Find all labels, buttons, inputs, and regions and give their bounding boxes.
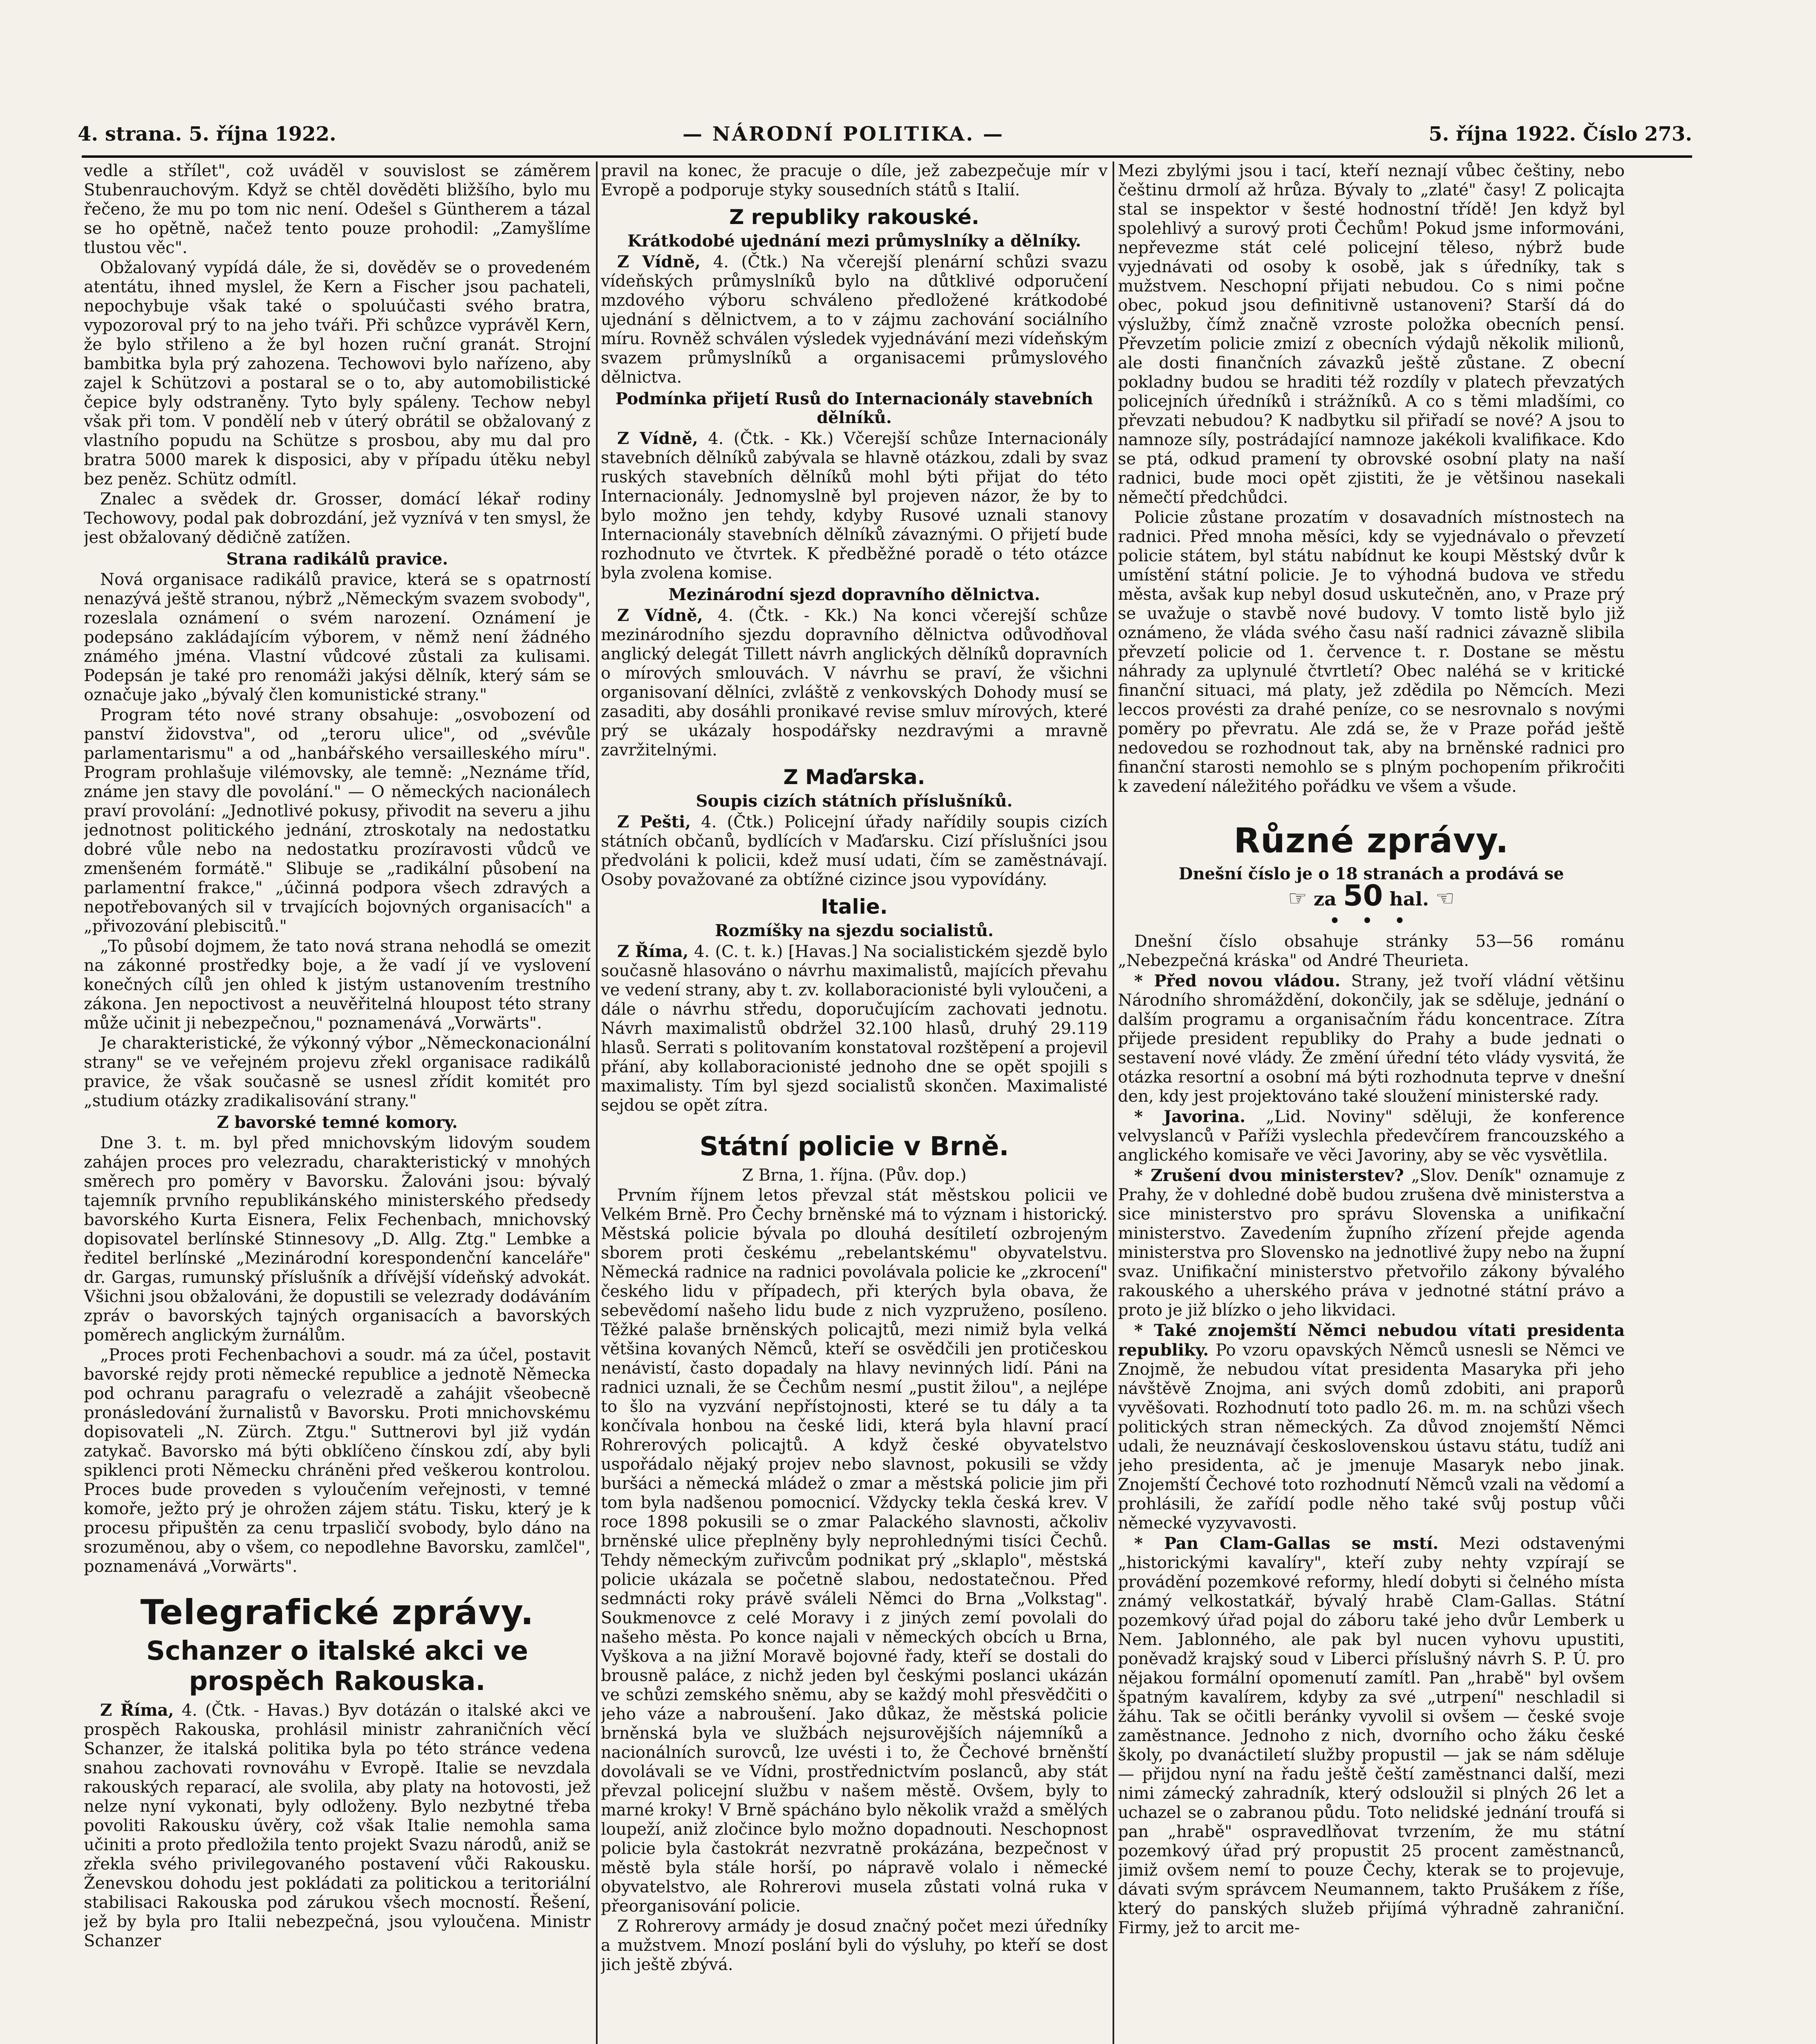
paragraph: Dne 3. t. m. byl před mnichovským lidovým soudem zahájen proces pro velezradu, charakteristický v mnohých směrech pro poměry v Bavorsku. Žalováni jsou: bývalý tajemník prvního republikánského ministerského předsedy bavorského Kurta Eisnera, Felix Fechenbach, mnichovský dopisovatel berlínské Stinnesovy „D. Allg. Ztg." Lembke a ředitel berlínské „Mezinárodní korespondenční kanceláře" dr. Gargas, rumunský příslušník a dřívější vídeňský advokát. Všichni jsou obžalováni, že dopustili se velezrady dodáváním zpráv o bavorských tajných organisacích a bavorských poměrech anglickým žurnálům. <box>84 1134 591 1345</box>
paragraph-text: Strany, jež tvoří vládní většinu Národního shromáždění, dokončily, jak se sděluje, jednání o dalším programu a organisačním řádu koncentrace. Zítra přijede president republiky do Prahy a bude jednati o sestavení nové vlády. Že změní úřední této vlády vysvitá, že otázka resortní a osobní má býti rozhodnuta teprve v dnešní den, kdy jest projektováno také sloužení ministerské rady. <box>1118 972 1625 1106</box>
dateline: Z Vídně, <box>617 252 701 271</box>
paragraph <box>601 812 1108 890</box>
paragraph-text: 4. (Čtk. - Kk.) Na konci včerejší schůze mezinárodního sjezdu dopravního dělnictva odůvodňoval anglický delegát Tillett návrh anglických dělníků dopravních o mírových smlouvách. V návrhu se praví, že všichni organisovaní dělníci, zvláště z venkovských Dohody musí se zasaditi, aby dosáhli pronikavé revise smluv mírových, které prý se ukázaly hospodářsky nezdravými a mravně zavržitelnými. <box>601 606 1108 760</box>
paragraph: Je charakteristické, že výkonný výbor „Německonacionální strany" se ve veřejném projevu zřekl organisace radikálů pravice, že však současně se usnesl zřídit komitét pro „studium otázky zradikalisování strany." <box>84 1034 591 1110</box>
column-2 <box>601 161 1108 2044</box>
article-headline: Rozmíšky na sjezdu socialistů. <box>715 921 994 940</box>
dateline: Z Pešti, <box>617 812 691 831</box>
section-heading: Z republiky rakouské. <box>729 205 979 229</box>
section-title: Různé zprávy. <box>1234 820 1509 861</box>
pointing-hand-icon: ☜ <box>1435 886 1455 911</box>
column-divider <box>596 161 598 2044</box>
item-title: * Také znojemští Němci nebudou vítati presidenta republiky. <box>1118 1321 1625 1360</box>
issue-price <box>1118 879 1625 912</box>
price-unit: hal. <box>1389 888 1429 910</box>
paragraph <box>601 429 1108 583</box>
price-prefix: za <box>1313 888 1337 910</box>
paragraph-text: „Lid. Noviny" sděluji, že konference velvyslanců v Paříži vyslechla předevčírem francouzského a anglického komisaře ve věci Javoriny, aby se věc vysvětlila. <box>1118 1107 1625 1165</box>
paragraph: vedle a střílet", což uváděl v souvislost se záměrem Stubenrauchovým. Když se chtěl dověděti bližšího, bylo mu řečeno, že mu po tom nic není. Odešel s Güntherem a tázal se ho opětně, načež tento pouze prohodil: „Zamyšlíme tlustou věc". <box>84 161 591 257</box>
paragraph <box>1118 1166 1625 1320</box>
price-value: 50 <box>1343 879 1383 912</box>
article-headline: Soupis cizích státních příslušníků. <box>696 791 1013 811</box>
paragraph: Znalec a svědek dr. Grosser, domácí lékař rodiny Techowovy, podal pak dobrozdání, jež vyznívá v ten smysl, že jest obžalovaný dědičně zatížen. <box>84 490 591 547</box>
article-headline: Schanzer o italské akci ve prospěch Rakouska. <box>146 1636 528 1697</box>
header-rule <box>82 155 1692 158</box>
paragraph-text: 4. (Čtk. - Kk.) Včerejší schůze Internacionály stavebních dělníků zabývala se hlavně otázkou, zdali by svaz ruských stavebních dělníků mohl býti přijat do této Internacionály. Jednomyslně byl projeven názor, že by to bylo možno jen tehdy, kdyby Rusové uznali stanovy Internacionály stavebních dělníků závaznými. O přijetí bude rozhodnuto ve čtvrtek. K předběžné poradě o této otázce byla zvolena komise. <box>601 429 1108 583</box>
paragraph-text: 4. (Čtk. - Havas.) Byv dotázán o italské akci ve prospěch Rakouska, prohlásil ministr zahraničních věcí Schanzer, že italská politika byla po této stránce vedena snahou zachovati rovnováhu v Evropě. Italie se nevzdala rakouských reparací, ale svolila, aby platy na hotovosti, jež nelze nyní vykonati, byly odloženy. Bylo nezbytné třeba povoliti Rakousku úvěry, což však Italie nemohla sama učiniti a proto předložila tento projekt Svazu národů, aniž se zřekla svého privilegovaného postavení vůči Rakousku. Ženevskou dohodu jest pokládati za politickou a teritoriální stabilisaci Rakouska pod zárukou všech mocností. Řešení, jež by byla pro Italii nebezpečná, jsou vyloučena. Ministr Schanzer <box>84 1701 591 1950</box>
section-heading: Z bavorské temné komory. <box>217 1113 458 1132</box>
paragraph-text: 4. (Čtk.) Policejní úřady nařídily soupis cizích státních občanů, bydlících v Maďarsku. Cizí příslušníci jsou předvoláni k policii, kdež musí udati, čím se zaměstnávají. Osoby považované za obtížné cizince jsou vypovídány. <box>601 813 1108 889</box>
paragraph-text: 4. (Čtk.) Na včerejší plenární schůzi svazu vídeňských průmyslníků bylo na důtklivé odporučení mzdového výboru schváleno předložené krátkodobé ujednání s dělnictvem, a to v zájmu zachování sociálního míru. Rovněž schválen výsledek vyjednávání mezi vídeňským svazem průmyslníků a organisacemi průmyslového dělnictva. <box>601 253 1108 387</box>
issue-notice: Dnešní číslo je o 18 stranách a prodává se <box>1178 864 1564 883</box>
article-headline: Mezinárodní sjezd dopravního dělnictva. <box>668 585 1040 604</box>
section-heading: Strana radikálů pravice. <box>226 549 448 569</box>
dateline: Z Říma, <box>617 942 689 961</box>
section-title: Telegrafické zprávy. <box>140 1592 534 1632</box>
column-divider <box>1113 161 1114 2044</box>
item-title: * Před novou vládou. <box>1134 971 1341 991</box>
paragraph: Policie zůstane prozatím v dosavadních místnostech na radnici. Před mnoha měsíci, kdy se vyjednávalo o převzetí policie státem, byl státu nabídnut ke koupi Městský dvůr k umístění státní policie. Je to výhodná budova ve středu města, avšak kup nebyl dosud uskutečněn, ano, v Praze prý se uvažuje o stavbě nové budovy. V tomto listě bylo již oznámeno, že vláda svého času naší radnici závazně slibila převzetí policie od 1. července t. r. Dostane se městu náhrady za uplynulé čtvrtletí? Obec naléhá se v kritické finanční situaci, má platy, jež zdědila po Němcích. Mezi leccos provésti za drahé peníze, co se nesrovnalo s novými poměry po převratu. Ale zdá se, že v Praze pořád ještě nedovedou se rozhodnout tak, aby na brněnské radnici pro finanční starosti nemohlo se s plným pochopením přikročiti k zavedení náležitého pořádku ve všem a všude. <box>1118 508 1625 796</box>
paragraph: Mezi zbylými jsou i tací, kteří neznají vůbec češtiny, nebo češtinu drmolí až hrůza. Bývaly to „zlaté" časy! Z policajta stal se inspektor v šesté hodnostní třídě! Jen když byl spolehlivý a surový proti Čechům! Pokud jsme informováni, nepřevezme stát celé policejní těleso, nýbrž bude vyjednávati od osoby k osobě, jak s úředníky, tak s mužstvem. Neschopní přijati nebudou. Co s nimi počne obec, pokud jsou definitivně ustanoveni? Starší dá do výslužby, čímž značně vzroste položka obecních pensí. Převzetím policie zmizí z obecních výdajů několik milionů, ale dosti finančních závazků ještě zůstane. Z obecní pokladny budou se hraditi též rozdíly v platech převzatých policejních úředníků i strážníků. A co s těmi mladšími, co převzati nebudou? K nadbytku sil přiřadí se nové? A jsou to namnoze síly, postrádající namnoze jakékoli kvalifikace. Kdo se ptá, odkud pramení ty obrovské osobní platy na naší radnici, bude moci opět zjistiti, že je většinou nasekali němečtí předchůdci. <box>1118 161 1625 507</box>
paragraph-text: Mezi odstavenými „historickými kavalíry", kteří zuby nehty vzpírají se provádění pozemkové reformy, hledí dobyti si čelného místa známý velkostatkář, bývalý hrabě Clam-Gallas. Státní pozemkový úřad pojal do záboru také jeho dvůr Lemberk u Nem. Jablonného, ale pak byl nucen vyhovu upustiti, poněvadž krajský soud v Liberci příslušný návrh S. P. Ú. pro nějakou formální opomenutí zamítl. Pan „hrabě" byl ovšem špatným kavalírem, kdyby za své „utrpení" neschladil si žáhu. Tak se očitli beránky vyvolil si ovšem — české svoje zaměstnance. Jednoho z nich, dvorního ocho žáku české školy, po dvanáctiletí služby propustil — jak se nám sděluje — přijdou nyní na řadu ještě čeští zaměstnanci další, mezi nimi zámecký zahradník, který odsloužil si plných 26 let a uchazel se o zabranou půdu. Toto nelidské jednání troufá si pan „hrabě" ospravedlňovat tvrzením, že mu státní pozemkový úřad prý propustit 25 procent zaměstnanců, jimiž ovšem nemí to pouze Čechy, kterak se to projevuje, dávati svým správcem Neumannem, takto Prušákem z říše, který do panských služeb přijímá výhradně zahraniční. Firmy, jež to arcit me- <box>1118 1534 1625 1937</box>
page-header <box>78 123 1692 151</box>
pointing-hand-icon: ☞ <box>1288 886 1307 911</box>
dateline: Z Říma, <box>100 1701 174 1720</box>
column-3 <box>1118 161 1625 2044</box>
paragraph: Prvním říjnem letos převzal stát městskou policii ve Velkém Brně. Pro Čechy brněnské má to význam i historický. Městská policie bývala po dlouhá desítiletí ozbrojeným sborem proti českému „rebelantskému" obyvatelstvu. Německá radnice na radnici povolávala policie ke „zkrocení" českého lidu v případech, při kterých byla obava, že sebevědomí našeho lidu bude z nich vyzpruženo, posíleno. Těžké palaše brněnských policajtů, mezi nimiž byla velká většina kovaných Němců, kteří se osvědčili jen protičeskou nenávistí, často dopadaly na hlavy nevinných lidí. Páni na radnici uznali, že se Čechům nesmí „pustit žilou", a nejlépe to šlo na vyzvání nepřístojnosti, které se tu dály a ta končívala honbou na české lidi, která byla hlavní prací Rohrerových policajtů. A když české obyvatelstvo uspořádalo nějaký projev nebo slavnost, pokusili se vždy buršáci a německá mládež o zmar a městská policie jim při tom byla nadšenou pomocnicí. Vždycky tekla česká krev. V roce 1898 pokusili se o zmar Palackého slavnosti, ačkoliv brněnské ulice přeplněny byly neprohlednými tisíci Čechů. Tehdy německým zuřivcům podnikat prý „sklaplo", městská policie ukázala se početně slabou, nedostatečnou. Před sedmnácti roky právě sváleli Němci do Brna „Volkstag". Soukmenovce z celé Moravy i z jiných zemí povolali do našeho města. Po konce najali v německých obcích u Brna, Vyškova a na jižní Moravě bojovné řady, kteří se dostali do brousně paláce, z nichž jeden byl českými poslanci ukázán ve schůzi zemského sněmu, aby se každý mohl přesvědčiti o jeho váze a nabroušení. Jako důkaz, že městská policie brněnská byla ve službách nejsurovějších nájemníků a nacionálních surovců, lze uvésti i to, že Čechové brněnští dovolávali se ve Vídni, prostřednictvím poslanců, aby stát převzal policejní službu v našem městě. Ovšem, byly to marné kroky! V Brně spácháno bylo několik vražd a smělých loupeží, aniž zločince bylo možno dopadnouti. Neschopnost policie byla častokrát nezvratně prokázána, bezpečnost v městě byla stále horší, po nápravě volalo i německé obyvatelstvo, ale Rohrerovi musela zůstati volná ruka v přeorganisování policie. <box>601 1186 1108 1916</box>
paragraph-text: „Slov. Deník" oznamuje z Prahy, že v dohledné době budou zrušena dvě ministerstva a sice ministerstvo pro správu Slovenska a unifikační ministerstvo. Zavedením župního zřízení přejde agenda ministerstva pro Slovensko na jednotlivé župy nebo na župní svaz. Unifikační ministerstvo přetvořilo zákony bývalého rakouského a uherského práva v jednotné státní právo a proto je již blízko o jeho likvidaci. <box>1118 1166 1625 1320</box>
paragraph: „Proces proti Fechenbachovi a soudr. má za účel, postavit bavorské rejdy proti německé republice a jednotě Německa pod ochranu paragrafu o velezradě a zahájit všeobecně pronásledování žurnalistů v Bavorsku. Proti mnichovskému dopisovateli „N. Zürch. Ztgu." Suttnerovi byl již vydán zatykač. Bavorsko má býti obklíčeno čínskou zdí, aby byli spiklenci proti Německu chráněni před veškerou kontrolou. Proces bude proveden s vyloučením veřejnosti, v temné komoře, ježto prý je ohrožen zájem státu. Tisku, který je k procesu připuštěn za cenu trpasličí svobody, bylo dáno na srozuměnou, aby o všem, co nepodlehne Bavorsku, zamlčel", poznamenává „Vorwärts". <box>84 1346 591 1576</box>
paragraph-text: Po vzoru opavských Němců usnesli se Němci ve Znojmě, že nebudou vítat presidenta Masaryka při jeho návštěvě Znojma, ani svých domů zdobiti, ani praporů vyvěšovati. Rozhodnutí toto padlo 26. m. m. na schůzi všech politických stran německých. Za důvod znojemští Němci udali, že neuznávají československou ústavu státu, tudíž ani jeho presidenta, ač je jmenuje Masaryk nebo jinak. Znojemští Čechové toto rozhodnutí Němců vzali na vědomí a prohlásili, že zařídí podle něho také svůj postup vůči německé vyzyvavosti. <box>1118 1341 1625 1533</box>
paragraph <box>1118 1107 1625 1165</box>
paragraph: pravil na konec, že pracuje o díle, jež zabezpečuje mír v Evropě a podporuje styky sousedních států s Italií. <box>601 161 1108 199</box>
ornament-dots: • • • <box>1329 911 1413 930</box>
paragraph <box>1118 1534 1625 1938</box>
item-title: * Javorina. <box>1134 1107 1246 1126</box>
item-title: * Pan Clam-Gallas se mstí. <box>1134 1534 1439 1553</box>
header-newspaper-title: — NÁRODNÍ POLITIKA. — <box>683 123 1004 146</box>
paragraph: Program této nové strany obsahuje: „osvobození od panství židovstva", od „teroru ulice", od „svévůle parlamentarismu" a od „hanbářského versailleského míru". Program prohlašuje vilémovsky, ale temně: „Neznáme tříd, známe jen stavy dle povolání." — O německých nacionálech praví provolání: „Jednotlivé pokusy, přivodit na severu a jihu jednotnost politického jednání, ztroskotaly na nedostatku dobré vůle nebo na nedostatku prozíravosti vůdců ve zmenšeném formátě." Slibuje se „radikální působení na parlamentní frakce," „účinná podpora všech zdravých a nepotřebovaných sil v trvajících bojovných organisacích" a „přivozování plebiscitů." <box>84 706 591 936</box>
article-headline: Státní policie v Brně. <box>699 1132 1009 1162</box>
paragraph <box>84 1701 591 1951</box>
header-page-date: 4. strana. 5. října 1922. <box>78 123 336 146</box>
paragraph-text: 4. (C. t. k.) [Havas.] Na socialistickém sjezdě bylo současně hlasováno o návrhu maximalistů, majících převahu ve vedení strany, aby t. zv. kollaboracionisté byli vyloučeni, a dále o návrhu středu, doporučujícím zachovati jednotu. Návrh maximalistů obdržel 32.100 hlasů, druhý 29.119 hlasů. Serrati s politovaním konstatoval rozštěpení a projevil přání, aby kollaboracionisté jednoho dne se opět spojili s maximalisty. Tím byl sjezd socialistů skončen. Maximalisté sejdou se opět zítra. <box>601 942 1108 1115</box>
paragraph: Dnešní číslo obsahuje stránky 53—56 románu „Nebezpečná kráska" od André Theurieta. <box>1118 932 1625 970</box>
paragraph: Nová organisace radikálů pravice, která se s opatrností nenazývá ještě stranou, nýbrž „Německým svazem svobody", rozeslala oznámení o svém narození. Oznámení je podepsáno zakládajícím výborem, v němž není žádného známého jména. Vlastní vůdcové zůstali za kulisami. Podepsán je také pro renomáži jakýsi dělník, který sám se označuje jako „bývalý člen komunistické strany." <box>84 570 591 704</box>
dateline: Z Brna, 1. října. (Pův. dop.) <box>742 1166 967 1185</box>
paragraph <box>1118 971 1625 1106</box>
section-heading: Italie. <box>821 895 888 919</box>
article-headline: Krátkodobé ujednání mezi průmyslníky a dělníky. <box>627 231 1081 251</box>
dateline: Z Vídně, <box>617 429 698 448</box>
article-headline: Podmínka přijetí Rusů do Internacionály stavebních dělníků. <box>615 389 1093 427</box>
paragraph: Z Rohrerovy armády je dosud značný počet mezi úředníky a mužstvem. Mnozí poslání byli do výsluhy, po kteří se dost jich ještě zbývá. <box>601 1917 1108 1974</box>
paragraph <box>601 606 1108 760</box>
paragraph: Obžalovaný vypídá dále, že si, dověděv se o provedeném atentátu, ihned myslel, že Kern a Fischer jsou pachateli, nepochybuje však také o spoluúčasti svého bratra, vypozoroval prý to na jeho tváři. Při schůzce vyprávěl Kern, že bylo střileno a že byl hozen ruční granát. Strojní bambitka byla prý zahozena. Techowovi bylo nařízeno, aby zajel k Schützovi a postaral se o to, aby automobilistické čepice byly odstraněny. Tyto byly spáleny. Techow nebyl však při tom. V pondělí neb v úterý obrátil se obžalovaný z vlastního popudu na Schütze s prosbou, aby mu dal pro bratra 5000 marek k disposici, aby v případu útěku nebyl bez peněz. Schütz odmítl. <box>84 258 591 489</box>
dateline: Z Vídně, <box>617 606 703 625</box>
paragraph: „To působí dojmem, že tato nová strana nehodlá se omezit na zákonné prostředky boje, a že vadí jí ve vyslovení konečných cílů jen ohled k jistým ustanovením trestního zákona. Jen nepoctivost a neuvěřitelná hloupost této strany může učinit ji nebezpečnou," poznamenává „Vorwärts". <box>84 937 591 1033</box>
item-title: * Zrušení dvou ministerstev? <box>1134 1166 1404 1185</box>
column-1 <box>84 161 591 2044</box>
section-heading: Z Maďarska. <box>783 765 925 789</box>
header-issue-number: 5. října 1922. Číslo 273. <box>1429 123 1692 146</box>
paragraph <box>601 942 1108 1115</box>
paragraph <box>1118 1321 1625 1533</box>
paragraph <box>601 252 1108 387</box>
